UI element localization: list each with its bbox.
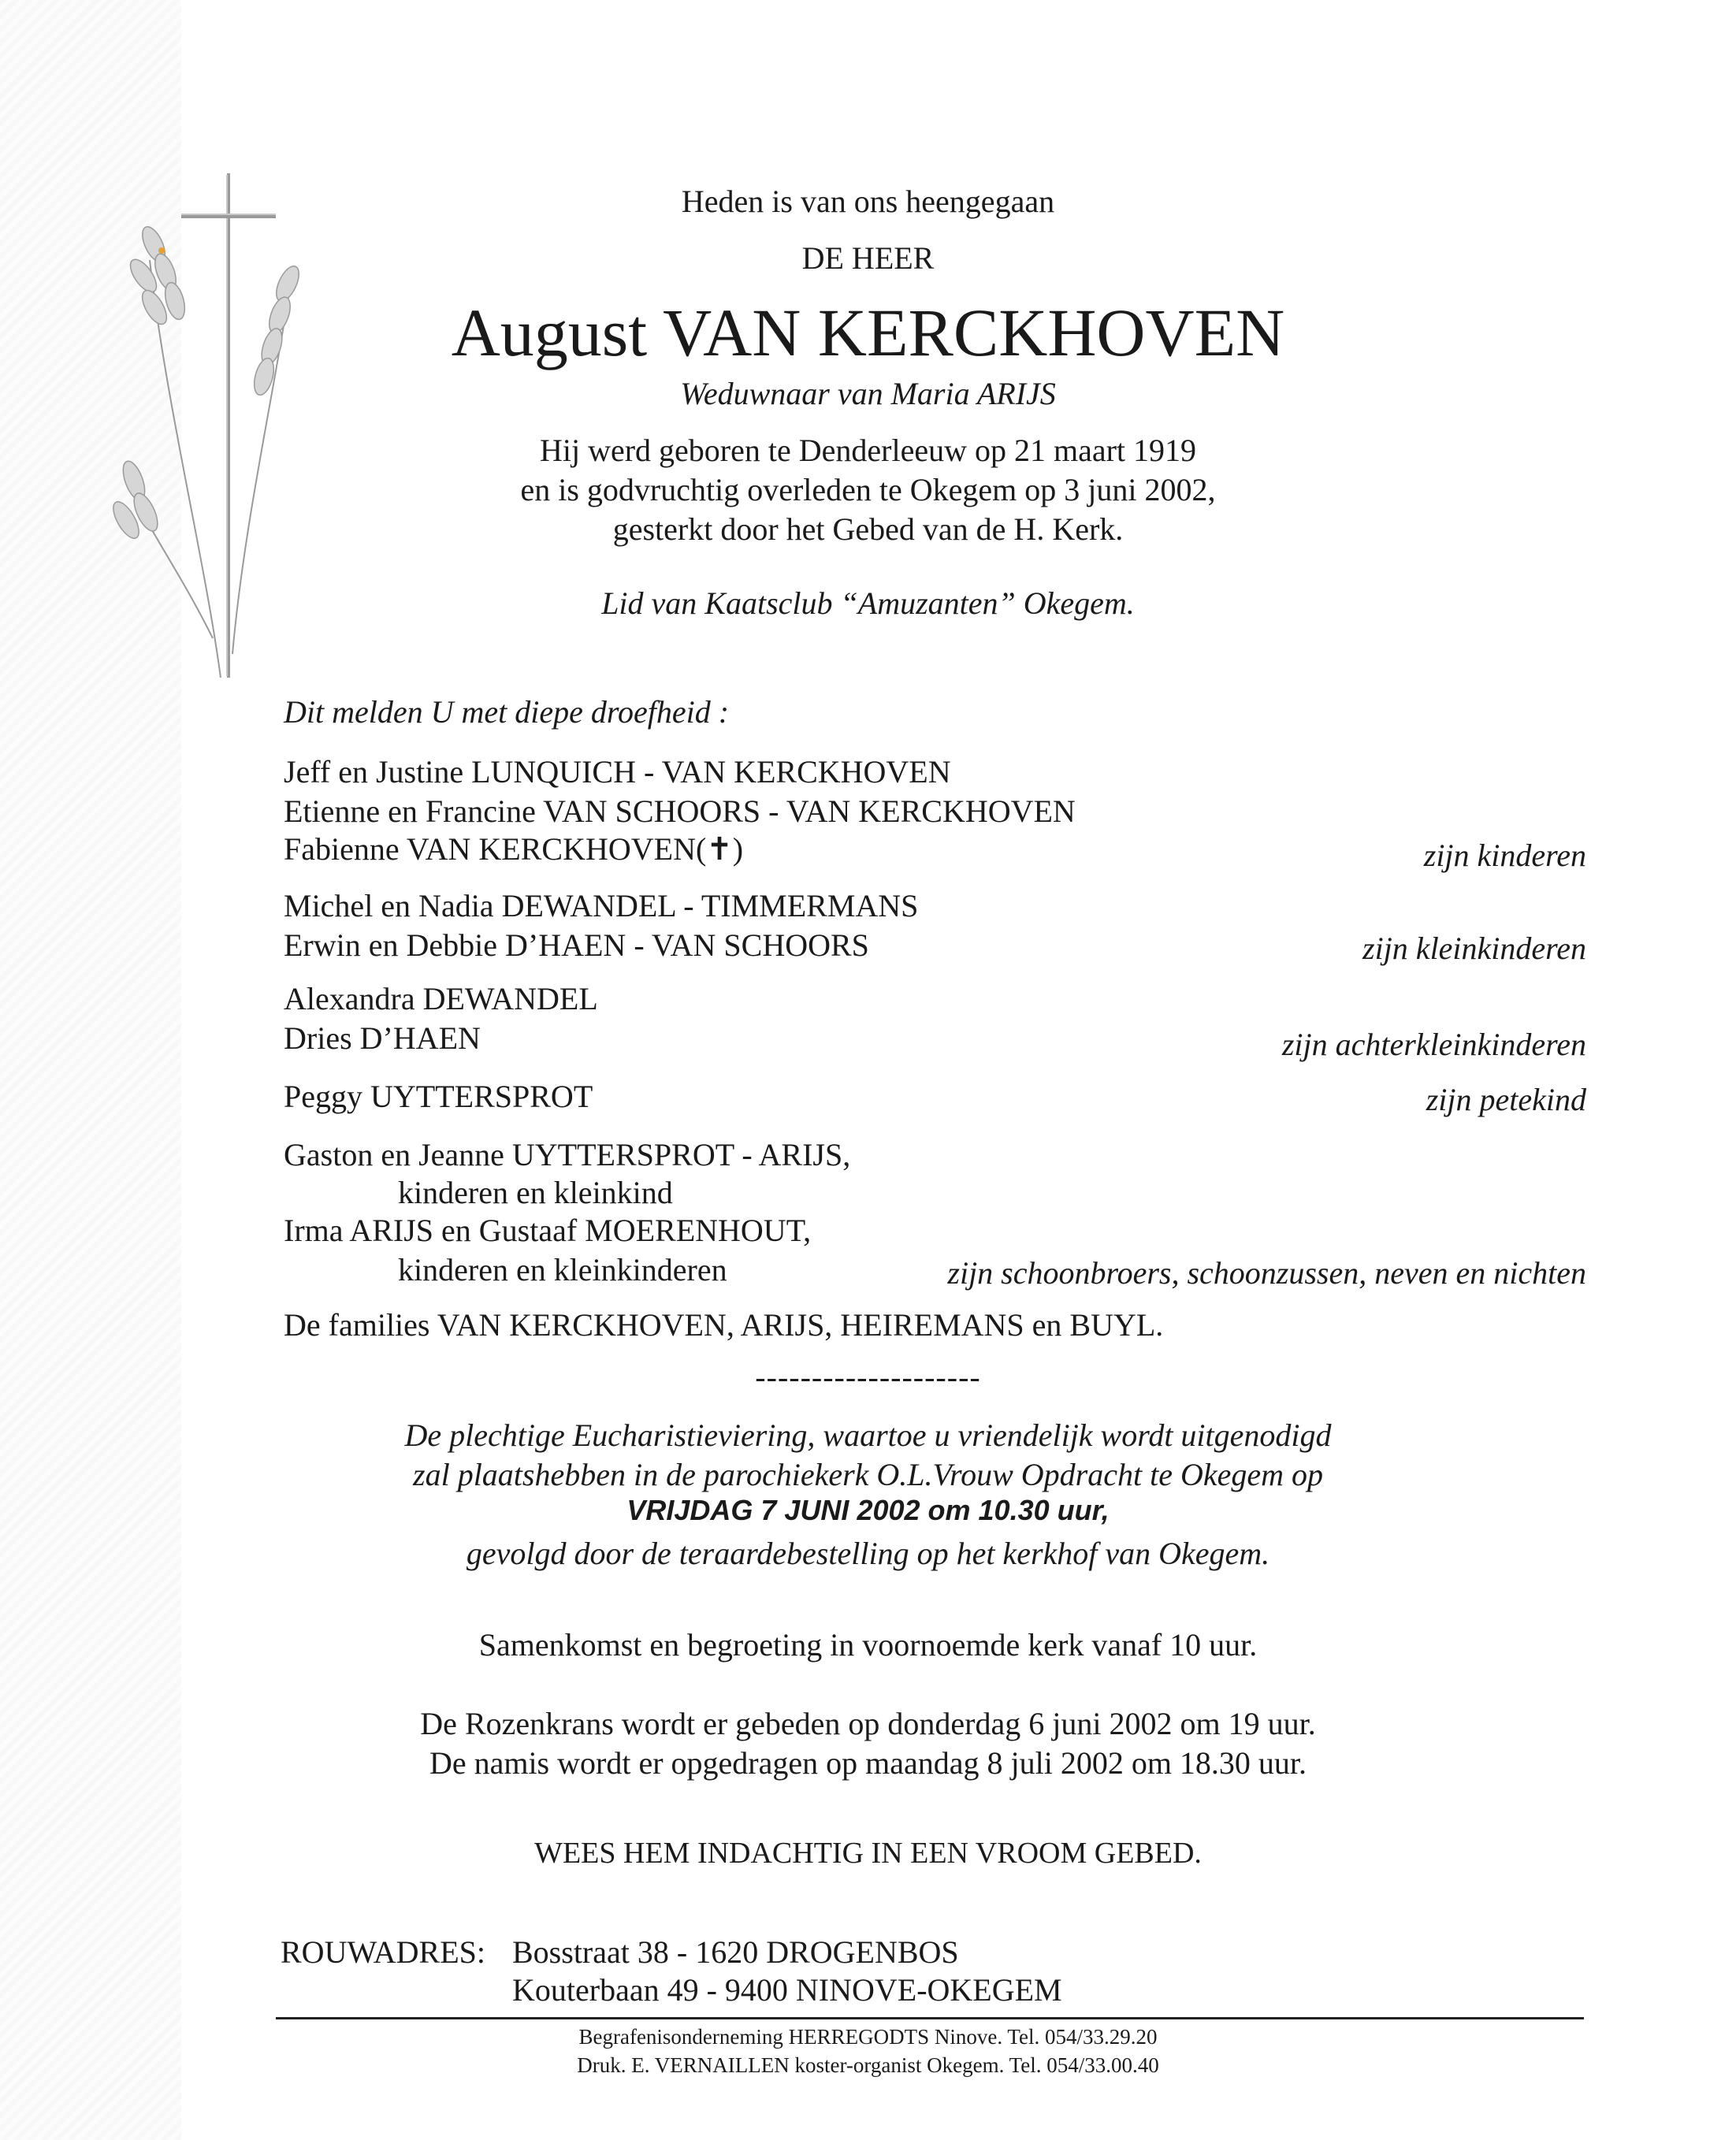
announcement: Dit melden U met diepe droefheid : <box>284 694 730 730</box>
honorific: DE HEER <box>801 240 935 276</box>
address-line: Bosstraat 38 - 1620 DROGENBOS <box>512 1934 959 1970</box>
spouse-line: Weduwnaar van Maria ARIJS <box>680 376 1056 411</box>
service-date-time: VRIJDAG 7 JUNI 2002 om 10.30 uur, <box>626 1494 1110 1526</box>
relation-label: zijn kleinkinderen <box>1362 931 1586 966</box>
footer-line: Druk. E. VERNAILLEN koster-organist Okegem. Tel. 054/33.00.40 <box>577 2053 1159 2077</box>
relation-label: zijn kinderen <box>1423 838 1586 873</box>
relation-label: zijn achterkleinkinderen <box>1281 1027 1586 1062</box>
bio-line: en is godvruchtig overleden te Okegem op 3 juni 2002, <box>520 472 1216 507</box>
family-name: Erwin en Debbie D’HAEN - VAN SCHOORS <box>284 927 869 963</box>
intro-text: Heden is van ons heengegaan <box>681 184 1055 219</box>
relation-label: zijn petekind <box>1426 1082 1586 1117</box>
footer-rule <box>276 2017 1584 2019</box>
service-line: De plechtige Eucharistieviering, waartoe u vriendelijk wordt uitgenodigd <box>404 1417 1332 1453</box>
address-label: ROUWADRES: <box>281 1934 486 1970</box>
bio-line: gesterkt door het Gebed van de H. Kerk. <box>612 511 1124 547</box>
family-name: Gaston en Jeanne UYTTERSPROT - ARIJS, <box>284 1137 851 1172</box>
service-line: zal plaatshebben in de parochiekerk O.L.Vrouw Opdracht te Okegem op <box>413 1457 1323 1492</box>
rosary-line: De Rozenkrans wordt er gebeden op donderdag 6 juni 2002 om 19 uur. <box>420 1706 1316 1741</box>
footer-line: Begrafenisonderneming HERREGODTS Ninove. Tel. 054/33.29.20 <box>578 2025 1158 2049</box>
mass-line: De namis wordt er opgedragen op maandag 8 juli 2002 om 18.30 uur. <box>429 1745 1307 1781</box>
family-name: Jeff en Justine LUNQUICH - VAN KERCKHOVEN <box>284 754 951 789</box>
family-name: Fabienne VAN KERCKHOVEN(✝) <box>284 831 744 867</box>
separator: -------------------- <box>755 1359 981 1395</box>
gathering-line: Samenkomst en begroeting in voornoemde kerk vanaf 10 uur. <box>478 1627 1258 1663</box>
family-name: Dries D’HAEN <box>284 1020 481 1056</box>
relation-label: zijn schoonbroers, schoonzussen, neven en nichten <box>947 1255 1586 1291</box>
family-name: Etienne en Francine VAN SCHOORS - VAN KERCKHOVEN <box>284 793 1076 829</box>
deceased-name: August VAN KERCKHOVEN <box>451 295 1285 370</box>
closing-line: WEES HEM INDACHTIG IN EEN VROOM GEBED. <box>534 1837 1202 1870</box>
families-line: De families VAN KERCKHOVEN, ARIJS, HEIREMANS en BUYL. <box>284 1307 1164 1343</box>
family-name: Alexandra DEWANDEL <box>284 981 598 1016</box>
bio-line: Hij werd geboren te Denderleeuw op 21 maart 1919 <box>539 433 1197 468</box>
membership-line: Lid van Kaatsclub “Amuzanten” Okegem. <box>601 585 1135 621</box>
burial-line: gevolgd door de teraardebestelling op het kerkhof van Okegem. <box>466 1536 1270 1571</box>
family-name: Irma ARIJS en Gustaaf MOERENHOUT, <box>284 1213 812 1248</box>
family-name: kinderen en kleinkind <box>398 1175 673 1210</box>
address-line: Kouterbaan 49 - 9400 NINOVE-OKEGEM <box>512 1972 1062 2008</box>
family-name: Michel en Nadia DEWANDEL - TIMMERMANS <box>284 888 919 923</box>
family-name: Peggy UYTTERSPROT <box>284 1079 593 1114</box>
family-name: kinderen en kleinkinderen <box>398 1252 727 1287</box>
